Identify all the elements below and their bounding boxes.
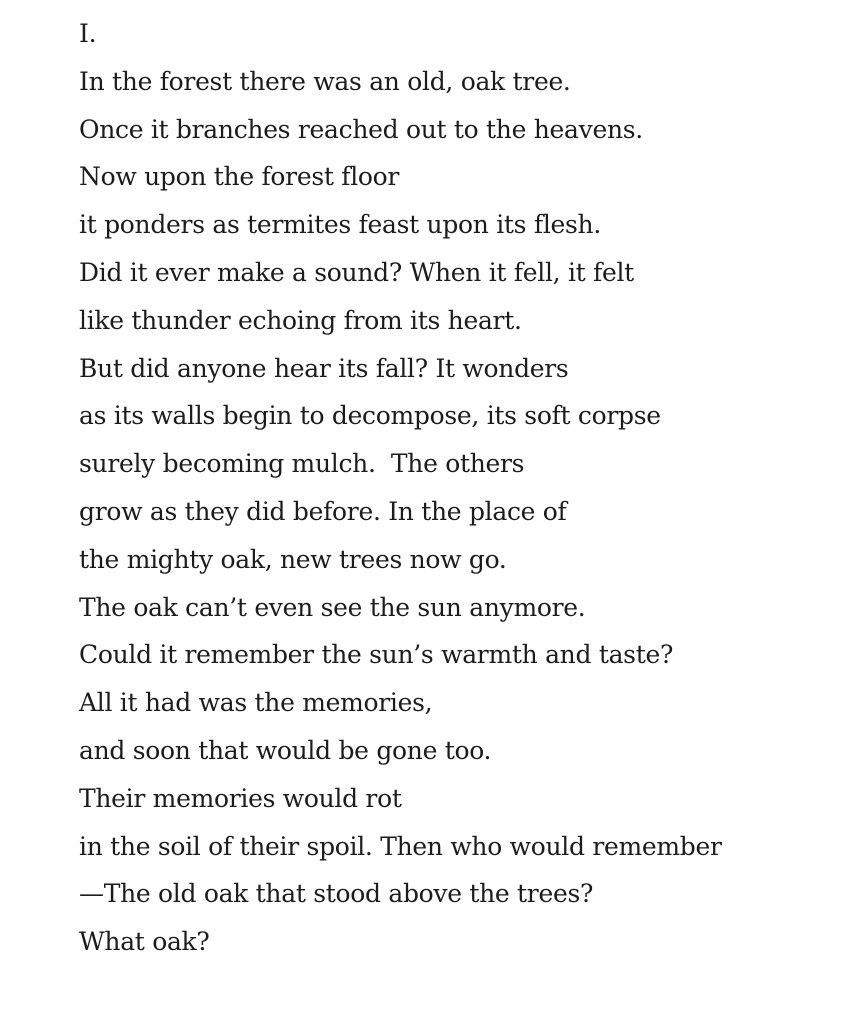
poem-line: The oak can’t even see the sun anymore. bbox=[79, 592, 586, 622]
poem-line: as its walls begin to decompose, its soft corpse bbox=[79, 401, 661, 431]
poem-line: Now upon the forest floor bbox=[79, 162, 400, 192]
poem-line: Once it branches reached out to the heavens. bbox=[79, 114, 643, 144]
poem-line: All it had was the memories, bbox=[79, 688, 433, 718]
poem-line: But did anyone hear its fall? It wonders bbox=[79, 353, 569, 383]
poem-line: —The old oak that stood above the trees? bbox=[79, 879, 594, 909]
poem-line: it ponders as termites feast upon its flesh. bbox=[79, 210, 601, 240]
poem-section-number: I. bbox=[79, 19, 97, 48]
poem-line: in the soil of their spoil. Then who would remember bbox=[79, 831, 722, 861]
poem-page bbox=[79, 10, 848, 1023]
poem-line: surely becoming mulch. The others bbox=[79, 449, 525, 479]
poem-line: the mighty oak, new trees now go. bbox=[79, 544, 507, 574]
poem-line: and soon that would be gone too. bbox=[79, 735, 492, 765]
poem-line: Did it ever make a sound? When it fell, it felt bbox=[79, 257, 634, 287]
poem-line: Their memories would rot bbox=[79, 783, 402, 813]
poem-line: In the forest there was an old, oak tree. bbox=[79, 66, 571, 96]
poem-line: like thunder echoing from its heart. bbox=[79, 305, 522, 335]
poem-line: What oak? bbox=[79, 927, 210, 957]
poem-line: grow as they did before. In the place of bbox=[79, 496, 567, 526]
poem-line: Could it remember the sun’s warmth and taste? bbox=[79, 640, 674, 670]
